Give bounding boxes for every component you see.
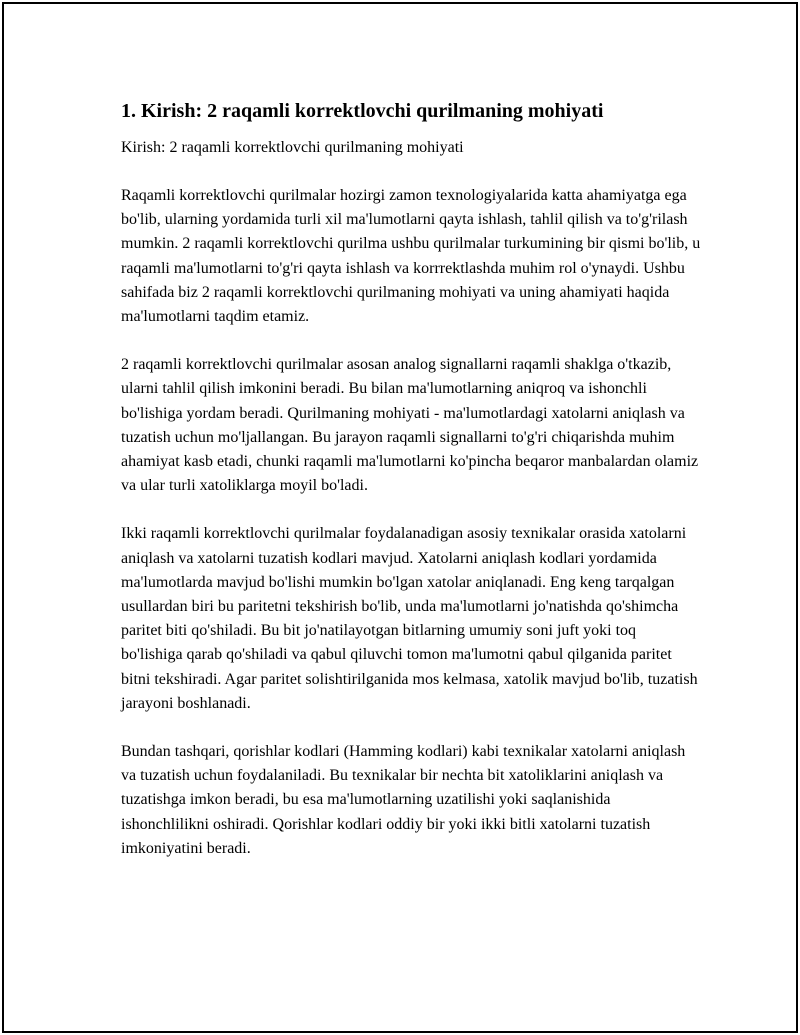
page-subtitle: Kirish: 2 raqamli korrektlovchi qurilmaning mohiyati — [121, 139, 464, 156]
document-body — [121, 97, 701, 861]
paragraph-2: 2 raqamli korrektlovchi qurilmalar asosan analog signallarni raqamli shaklga o'tkazib, ularni tahlil qilish imkonini beradi. Bu bilan ma'lumotlarning aniqroq va ishonchli bo'lishiga yordam beradi. Qurilmaning mohiyati - ma'lumotlardagi xatolarni aniqlash va tuzatish uchun mo'ljallangan. Bu jarayon raqamli signallarni to'g'ri chiqarishda muhim ahamiyat kasb etadi, chunki raqamli ma'lumotlarni ko'pincha beqaror manbalardan olamiz va ular turli xatoliklarga moyil bo'ladi. — [121, 356, 699, 495]
paragraph-1: Raqamli korrektlovchi qurilmalar hozirgi zamon texnologiyalarida katta ahamiyatga ega bo'lib, ularning yordamida turli xil ma'lumotlarni qayta ishlash, tahlil qilish va to'g'rilash mumkin. 2 raqamli korrektlovchi qurilma ushbu qurilmalar turkumining bir qismi bo'lib, u raqamli ma'lumotlarni to'g'ri qayta ishlash va korrrektlashda muhim rol o'ynaydi. Ushbu sahifada biz 2 raqamli korrektlovchi qurilmaning mohiyati va uning ahamiyati haqida ma'lumotlarni taqdim etamiz. — [121, 187, 701, 326]
paragraph-4: Bundan tashqari, qorishlar kodlari (Hamming kodlari) kabi texnikalar xatolarni aniqlash va tuzatish uchun foydalaniladi. Bu texnikalar bir nechta bit xatoliklarini aniqlash va tuzatishga imkon beradi, bu esa ma'lumotlarning uzatilishi yoki saqlanishida ishonchlilikni oshiradi. Qorishlar kodlari oddiy bir yoki ikki bitli xatolarni tuzatish imkoniyatini beradi. — [121, 743, 686, 857]
page-frame — [2, 2, 798, 1033]
paragraph-3: Ikki raqamli korrektlovchi qurilmalar foydalanadigan asosiy texnikalar orasida xatolarni aniqlash va xatolarni tuzatish kodlari mavjud. Xatolarni aniqlash kodlari yordamida ma'lumotlarda mavjud bo'lishi mumkin bo'lgan xatolar aniqlanadi. Eng keng tarqalgan usullardan biri bu paritetni tekshirish bo'lib, unda ma'lumotlarni jo'natishda qo'shimcha paritet biti qo'shiladi. Bu bit jo'natilayotgan bitlarning umumiy soni juft yoki toq bo'lishiga qarab qo'shiladi va qabul qiluvchi tomon ma'lumotni qabul qilganida paritet bitni tekshiradi. Agar paritet solishtirilganida mos kelmasa, xatolik mavjud bo'lib, tuzatish jarayoni boshlanadi. — [121, 525, 698, 712]
page-title: 1. Kirish: 2 raqamli korrektlovchi qurilmaning mohiyati — [121, 100, 604, 122]
